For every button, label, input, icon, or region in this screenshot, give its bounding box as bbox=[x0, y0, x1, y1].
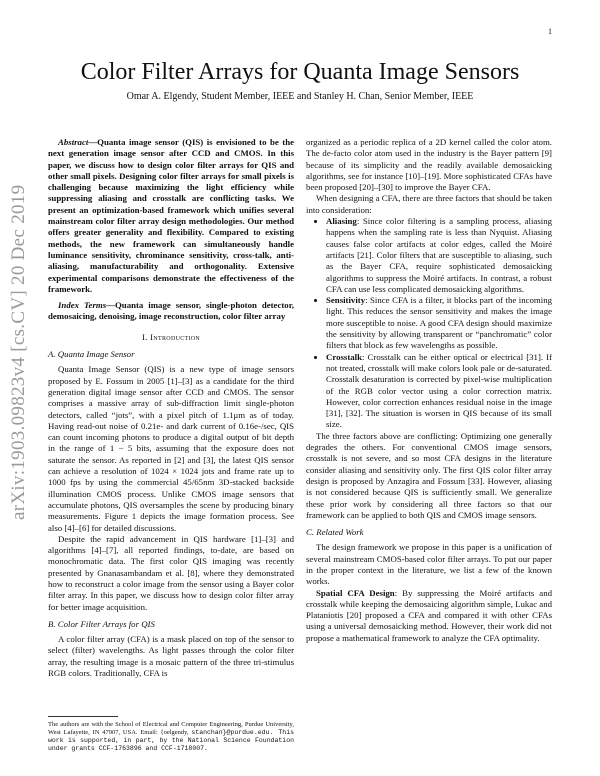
abstract-text: —Quanta image sensor (QIS) is envisioned to be the next generation image sensor after CCD and CMOS. In this paper, we discuss how to design color filter arrays for QIS and other small pixels. Designing color filter arrays for small pixels is challenging because maximizing the light efficiency while suppressing aliasing and crosstalk are conflicting tasks. We present an optimization-based framework which unifies several mainstream color filter array design methodologies. Our method offers greater generality and flexibility. Compared to existing methods, the new framework can simultaneously handle luminance sensitivity, chrominance sensitivity, cross-talk, anti-aliasing, manufacturability and orthogonality. Extensive experimental comparisons demonstrate the effectiveness of the framework. bbox=[48, 137, 294, 294]
paper-authors: Omar A. Elgendy, Student Member, IEEE and Stanley H. Chan, Senior Member, IEEE bbox=[126, 91, 474, 102]
list-item bbox=[326, 295, 552, 351]
paragraph: Despite the rapid advancement in QIS hardware [1]–[3] and algorithms [4]–[7], all reported findings, to-date, are based on monochromatic data. The first color QIS imaging was recently presented by Gnanasambandam et al. [8], where they demonstrated how to reconstruct a color image from the sensor using a Bayer color filter array. In this paper, we discuss how to design color filter array for better image acquisition. bbox=[48, 533, 294, 612]
list-item-text: : Since CFA is a filter, it blocks part of the incoming light. This reduces the sensor sensitivity and makes the image more susceptible to noise. A good CFA design should maximize the sensitivity by allowing transparent or “panchromatic” color filters that block as few wavelengths as possible. bbox=[326, 295, 552, 351]
list-item bbox=[326, 352, 552, 431]
factor-list bbox=[306, 216, 552, 431]
paragraph-term: Spatial CFA Design bbox=[316, 587, 395, 598]
section-heading-introduction: I. Introduction bbox=[141, 331, 201, 342]
paragraph: Quanta Image Sensor (QIS) is a new type of image sensors proposed by E. Fossum in 2005 [1]–[3] as a candidate for the third generation digital image sensor after CCD and CMOS. The sensor comprises a massive array of sub-diffraction limit single-photon detectors, called “jots”, with a pixel pitch of 1.1μm as of today. Having read-out noise of 0.21e- and dark current of 0.16e-/sec, QIS can count incoming photons to produce a digital output of bit depth in the range of 1 − 5 bits, assuming that the exposure does not saturate the sensor. As reported in [2] and [3], the latest QIS sensor can achieve a resolution of 1024 × 1024 jots and frame rate up to 1000 fps by using the commercial 45/65nm 3D-stacked backside illumination CMOS process. Unlike CMOS image sensors that accumulate photons, QIS oversamples the scene by producing binary measurements. Figure 1 depicts the image formation process. See also [4]–[6] for detailed discussions. bbox=[48, 364, 294, 533]
abstract-lead: Abstract bbox=[58, 137, 89, 147]
subsection-heading-related-work: C. Related Work bbox=[306, 527, 364, 538]
list-item bbox=[326, 216, 552, 295]
index-terms bbox=[48, 300, 294, 323]
paragraph: The design framework we propose in this paper is a unification of several mainstream CMOS-based color filter arrays. To put our paper in the proper context in the literature, we list a few of the known works. bbox=[306, 542, 552, 587]
footnote-rule bbox=[48, 716, 118, 717]
footnote bbox=[48, 721, 294, 753]
index-terms-text: —Quanta image sensor, single-photon detector, demosaicing, denoising, image reconstruction, color filter array bbox=[48, 300, 294, 322]
left-column bbox=[48, 137, 294, 679]
paragraph: When designing a CFA, there are three factors that should be taken into consideration: bbox=[306, 193, 552, 215]
paragraph: A color filter array (CFA) is a mask placed on top of the sensor to select (filter) wavelengths. As light passes through the color filter array, the resulting image is a mosaic pattern of the three tri-stimulus RGB colors. Traditionally, CFA is bbox=[48, 634, 294, 679]
list-item-term: Aliasing bbox=[326, 216, 357, 227]
abstract bbox=[48, 137, 294, 295]
list-item-term: Sensitivity bbox=[326, 295, 366, 306]
footnote-line: The authors are with the School of Electrical and Computer Engineering, Purdue University, West Lafayette, IN 47907, USA. Email: {oelgendy, bbox=[48, 721, 294, 736]
footnote-email: stanchan}@purdue.edu. This work is supported, in part, by the National Science Foundation under grants CCF-1763896 and CCF-1718007. bbox=[48, 729, 294, 752]
page-number: 1 bbox=[548, 27, 552, 36]
right-column bbox=[306, 137, 552, 644]
list-item-term: Crosstalk bbox=[326, 351, 363, 362]
paragraph: organized as a periodic replica of a 2D kernel called the color atom. The de-facto color atom used in the industry is the Bayer pattern [9] because of its simplicity and the readily available demosaicking algorithms, see for instance [10]–[19]. More sophisticated CFAs have been proposed [20]–[30] to improve the Bayer CFA. bbox=[306, 137, 552, 193]
subsection-heading-qis: A. Quanta Image Sensor bbox=[48, 349, 135, 360]
subsection-heading-cfa: B. Color Filter Arrays for QIS bbox=[48, 618, 155, 629]
arxiv-stamp: arXiv:1903.09823v4 [cs.CV] 20 Dec 2019 bbox=[8, 184, 29, 520]
list-item-text: : Since color filtering is a sampling process, aliasing happens when the sampling rate is less than Nyquist. Aliasing causes false color artifacts at color edges, called the Moiré artifacts [21]. Color filters that are susceptible to aliasing, such as the Bayer CFA, require sophisticated demosaicking algorithms to suppress the Moiré artifacts. In contrast, a robust CFA can use less complicated demosaicking algorithms. bbox=[326, 216, 552, 294]
paragraph bbox=[306, 588, 552, 644]
index-terms-lead: Index Terms bbox=[58, 300, 107, 311]
list-item-text: : Crosstalk can be either optical or electrical [31]. If not treated, crosstalk will make colors look pale or de-saturated. Crosstalk desaturation is corrected by pixel-wise multiplication of the RGB color vector using a color correction matrix. However, color correction enhances residual noise in the image [31], [32]. The situation is worsen in QIS because of its small size. bbox=[326, 351, 552, 430]
paragraph-text: : By suppressing the Moiré artifacts and crosstalk while keeping the demosaicing algorithm simple, Lukac and Plataniotis [20] proposed a CFA and compared it with other CFAs using a universal demosaicking method. However, their work did not propose a mathematical framework to analyze the CFA optimality. bbox=[306, 587, 553, 643]
paragraph: The three factors above are conflicting: Optimizing one generally degrades the others. For conventional CMOS image sensors, crosstalk is not severe, and so most CFA designs in the literature consider aliasing and sensitivity only. The first QIS color filter array design is proposed by Anzagira and Fossum [33]. However, aliasing is not considered because QIS is sufficiently small. We generalize these prior work by considering all three factors so that our framework can be applied to both QIS and CMOS image sensors. bbox=[306, 430, 552, 520]
paper-title: Color Filter Arrays for Quanta Image Sensors bbox=[80, 59, 520, 85]
